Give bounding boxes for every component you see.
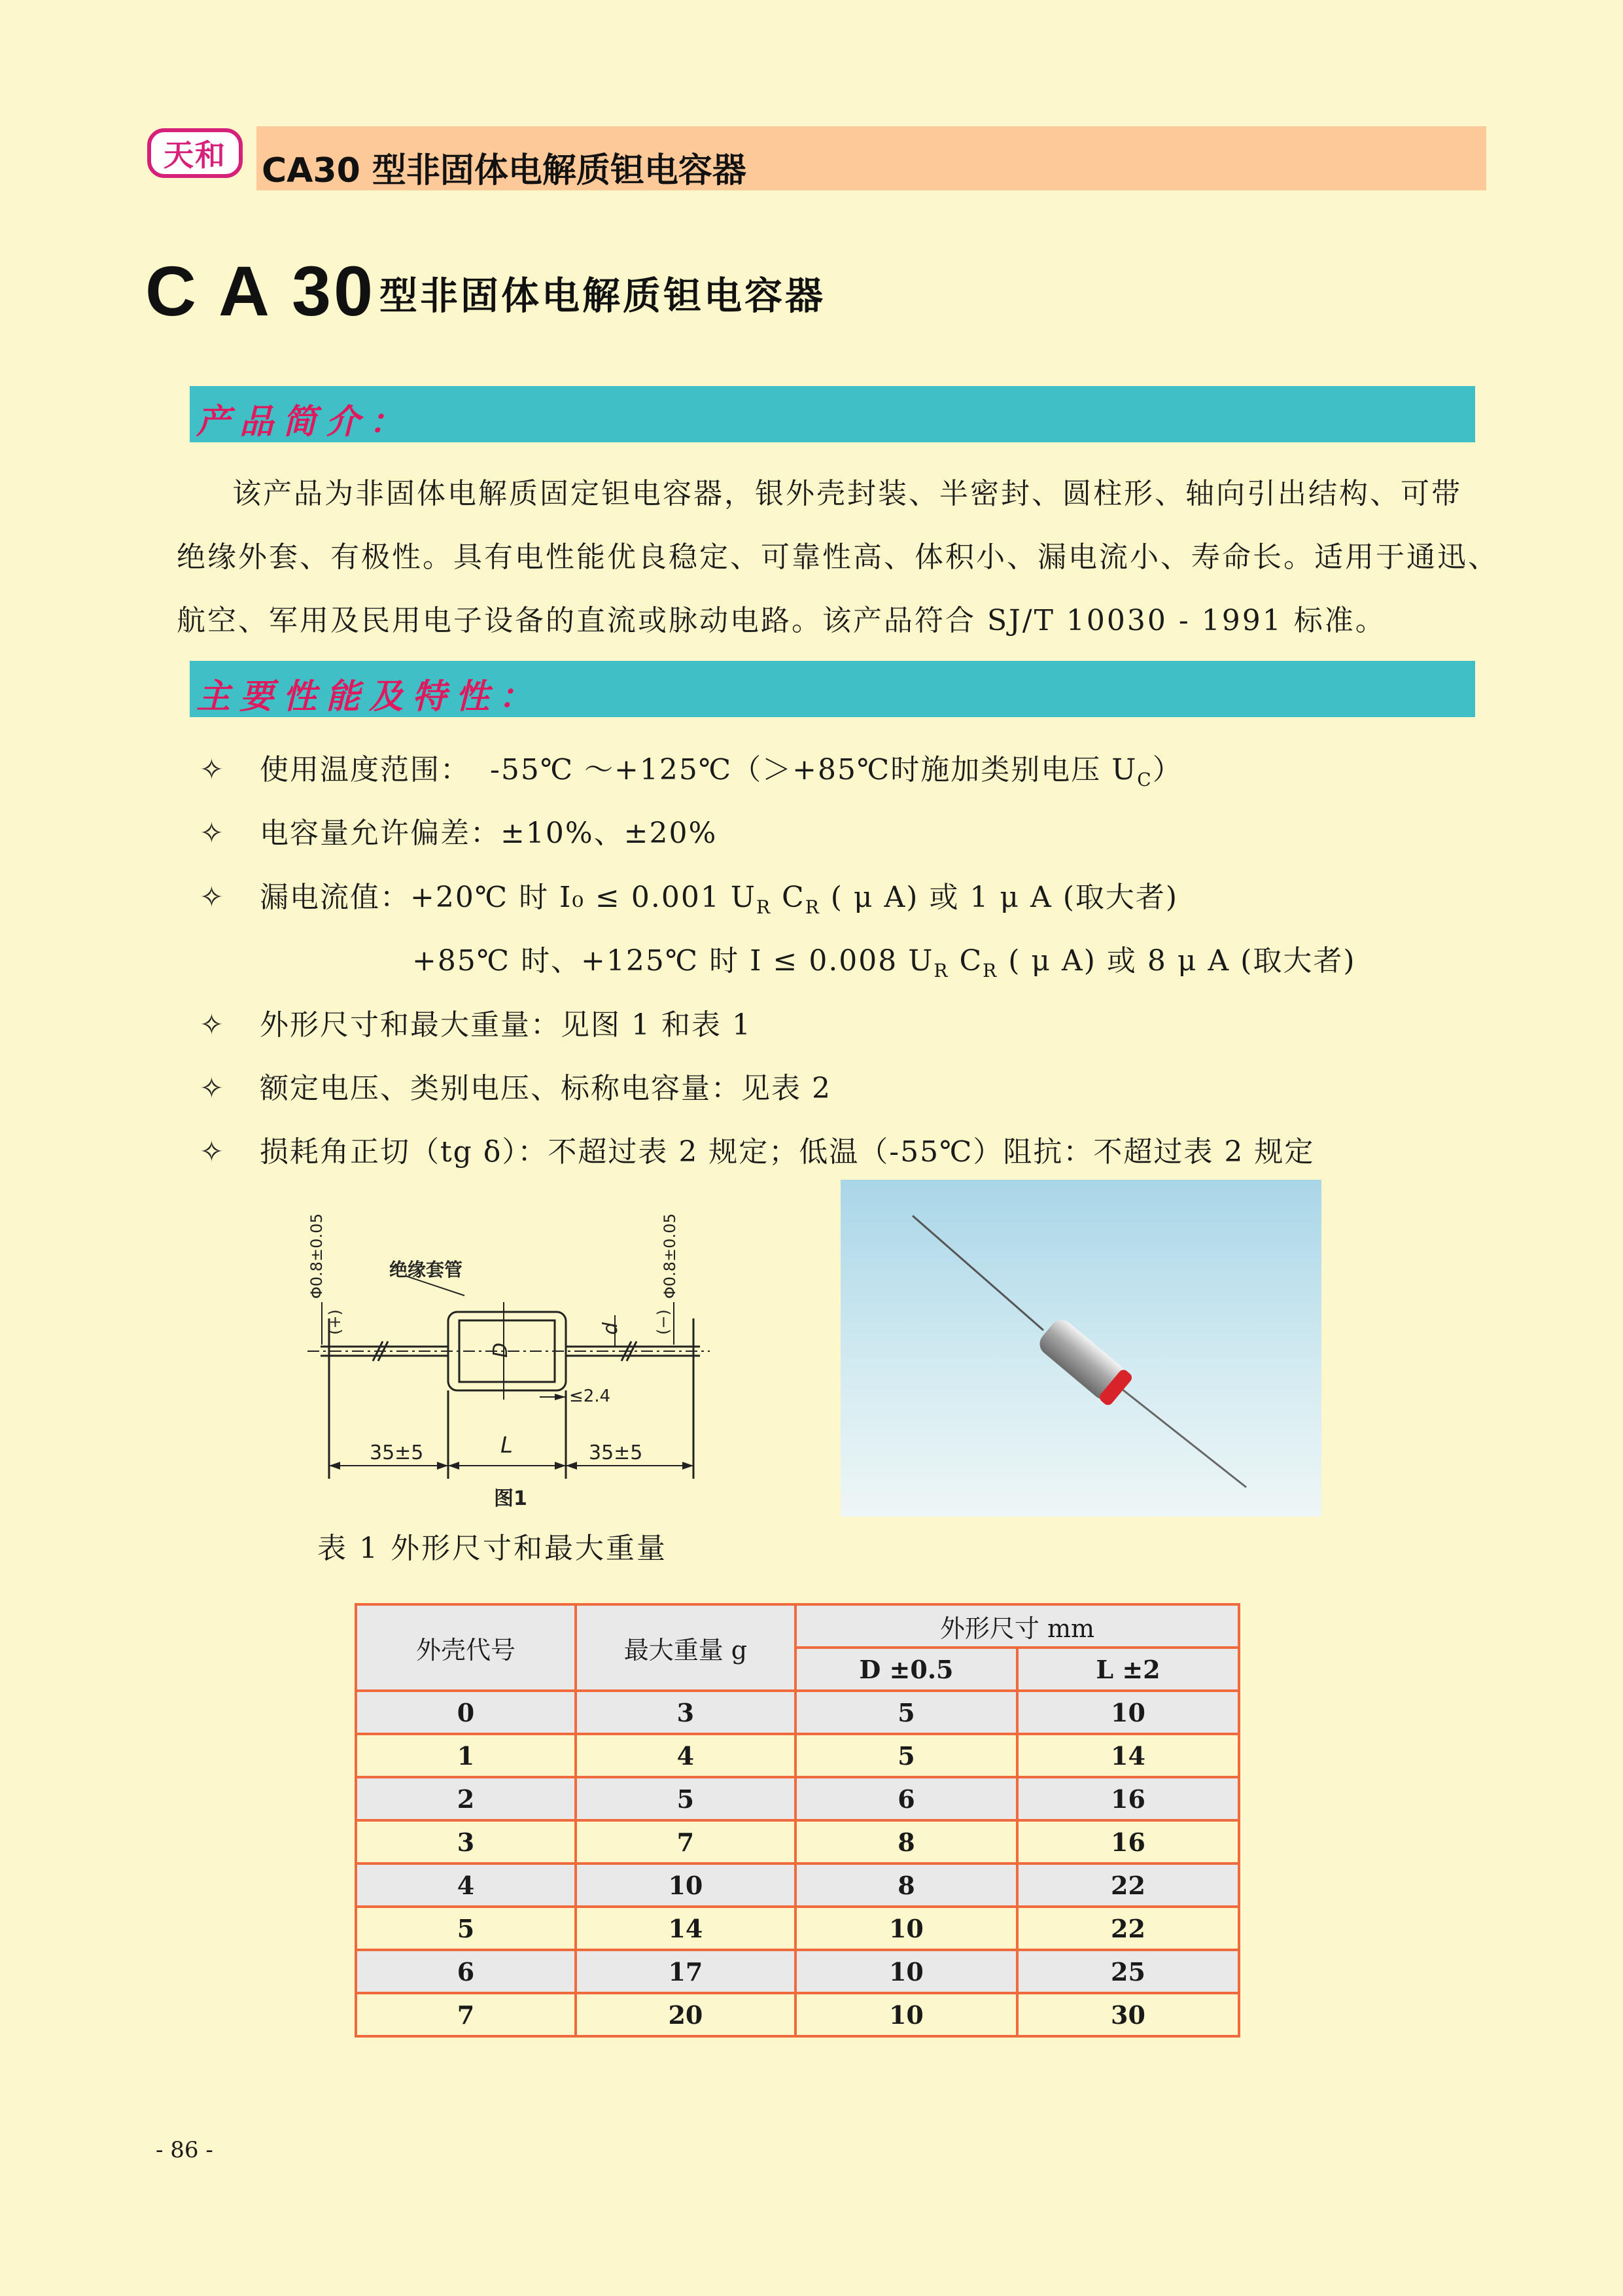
feature-tail: ）	[1152, 753, 1183, 786]
cell: 4	[356, 1863, 576, 1907]
lead-diameter-left: Φ0.8±0.05	[307, 1213, 326, 1299]
cell: 4	[576, 1734, 795, 1777]
feature-tail: ( μ A) 或 8 μ A (取大者)	[998, 944, 1356, 978]
cell: 10	[795, 1993, 1017, 2036]
section-bar-features	[190, 661, 1475, 717]
header-L: L ±2	[1017, 1648, 1239, 1691]
product-photo	[841, 1180, 1321, 1517]
bullet-icon: ✧	[200, 1072, 225, 1105]
feature-temp-range	[200, 746, 1183, 790]
cell: 16	[1017, 1777, 1239, 1820]
header-case-code: 外壳代号	[356, 1604, 576, 1691]
feature-subscript-r2: R	[805, 896, 820, 918]
feature-value: ±10%、±20%	[500, 817, 718, 850]
cell: 10	[1017, 1691, 1239, 1734]
cell: 5	[576, 1777, 795, 1820]
intro-line-1: 该产品为非固体电解质固定钽电容器，银外壳封装、半密封、圆柱形、轴向引出结构、可带	[232, 477, 1462, 510]
cell: 25	[1017, 1950, 1239, 1993]
feature-tolerance	[200, 809, 717, 851]
page-title-code: C A 30	[145, 251, 376, 330]
feature-tail: ( μ A) 或 1 μ A (取大者)	[820, 881, 1179, 914]
cell: 16	[1017, 1820, 1239, 1863]
feature-value: -55℃ ～+125℃（＞+85℃时施加类别电压 U	[490, 753, 1138, 786]
page-number: - 86 -	[156, 2137, 213, 2163]
cell: 5	[356, 1907, 576, 1950]
cell: 5	[795, 1691, 1017, 1734]
table-row	[356, 1820, 1239, 1863]
feature-value: +20℃ 时 I₀ ≤ 0.001 U	[410, 881, 756, 914]
section-heading-features: 主要性能及特性：	[196, 677, 542, 716]
cell: 14	[576, 1907, 795, 1950]
feature-value: +85℃ 时、+125℃ 时 I ≤ 0.008 U	[412, 944, 934, 978]
cell: 1	[356, 1734, 576, 1777]
cell: 6	[795, 1777, 1017, 1820]
cell: 20	[576, 1993, 795, 2036]
cell: 8	[795, 1863, 1017, 1907]
bullet-icon: ✧	[200, 1008, 225, 1042]
header-title: CA30 型非固体电解质钽电容器	[262, 151, 746, 190]
table-row	[356, 1863, 1239, 1907]
table-row	[356, 1993, 1239, 2036]
dimension-table	[355, 1603, 1240, 2038]
feature-label: 额定电压、类别电压、标称电容量：	[260, 1072, 741, 1105]
lead-length-left: 35±5	[370, 1441, 424, 1464]
intro-line-3: 航空、军用及民用电子设备的直流或脉动电路。该产品符合 SJ/T 10030 - 1991 标准。	[177, 604, 1386, 637]
cell: 17	[576, 1950, 795, 1993]
feature-mid: C	[949, 944, 983, 978]
cell: 6	[356, 1950, 576, 1993]
feature-leakage	[200, 874, 1178, 918]
cell: 10	[795, 1907, 1017, 1950]
cell: 14	[1017, 1734, 1239, 1777]
cell: 10	[576, 1863, 795, 1907]
cell: 22	[1017, 1863, 1239, 1907]
feature-label: 使用温度范围：	[260, 753, 470, 786]
cell: 5	[795, 1734, 1017, 1777]
header-dimensions: 外形尺寸 mm	[795, 1604, 1239, 1648]
feature-leakage-continued	[412, 937, 1356, 981]
brand-logo	[147, 128, 243, 178]
feature-subscript: C	[1137, 768, 1153, 790]
feature-dimensions	[200, 1001, 752, 1043]
cell: 2	[356, 1777, 576, 1820]
bullet-icon: ✧	[200, 753, 225, 786]
cell: 7	[356, 1993, 576, 2036]
feature-mid: C	[771, 881, 805, 914]
feature-loss-tangent	[200, 1128, 1314, 1170]
feature-value: 不超过表 2 规定；低温（-55℃）阻抗：不超过表 2 规定	[548, 1135, 1315, 1169]
lead-diameter-right: Φ0.8±0.05	[661, 1213, 679, 1299]
table-caption: 表 1 外形尺寸和最大重量	[317, 1532, 667, 1565]
table-row	[356, 1950, 1239, 1993]
dimension-L: L	[500, 1432, 513, 1458]
dimension-D: D	[489, 1342, 512, 1358]
polarity-plus: (+)	[326, 1309, 344, 1335]
figure-label: 图1	[494, 1487, 527, 1510]
table-row	[356, 1691, 1239, 1734]
cell: 30	[1017, 1993, 1239, 2036]
cell: 0	[356, 1691, 576, 1734]
section-heading-intro: 产品简介：	[196, 402, 413, 442]
feature-value: 见表 2	[741, 1072, 831, 1105]
cell: 7	[576, 1820, 795, 1863]
page-title-subtitle: 型非固体电解质钽电容器	[379, 274, 826, 318]
polarity-minus: (−)	[654, 1309, 672, 1335]
feature-value: 见图 1 和表 1	[561, 1008, 752, 1042]
dimension-drawing	[307, 1204, 713, 1515]
feature-label: 损耗角正切（tg δ）：	[260, 1135, 548, 1169]
cell: 3	[356, 1820, 576, 1863]
cell: 3	[576, 1691, 795, 1734]
feature-label: 外形尺寸和最大重量：	[260, 1008, 561, 1042]
bullet-icon: ✧	[200, 1135, 225, 1169]
table-row	[356, 1907, 1239, 1950]
cell: 22	[1017, 1907, 1239, 1950]
feature-subscript-r2: R	[983, 959, 998, 981]
feature-label: 电容量允许偏差：	[260, 817, 500, 850]
dimension-d: d	[599, 1322, 622, 1335]
feature-subscript-r: R	[934, 959, 949, 981]
feature-subscript-r: R	[756, 896, 772, 918]
bullet-icon: ✧	[200, 881, 225, 914]
table-row	[356, 1777, 1239, 1820]
gap-label: ≤2.4	[569, 1386, 611, 1406]
header-max-weight: 最大重量 g	[576, 1604, 795, 1691]
feature-voltage	[200, 1065, 831, 1106]
intro-line-2: 绝缘外套、有极性。具有电性能优良稳定、可靠性高、体积小、漏电流小、寿命长。适用于通迅、	[177, 540, 1499, 574]
lead-length-right: 35±5	[589, 1441, 643, 1464]
header-D: D ±0.5	[795, 1648, 1017, 1691]
table-row	[356, 1734, 1239, 1777]
cell: 10	[795, 1950, 1017, 1993]
bullet-icon: ✧	[200, 817, 225, 850]
sleeve-label: 绝缘套管	[389, 1259, 463, 1280]
logo-text: 天和	[164, 137, 226, 173]
cell: 8	[795, 1820, 1017, 1863]
section-bar-intro	[190, 386, 1475, 442]
feature-label: 漏电流值：	[260, 881, 410, 914]
